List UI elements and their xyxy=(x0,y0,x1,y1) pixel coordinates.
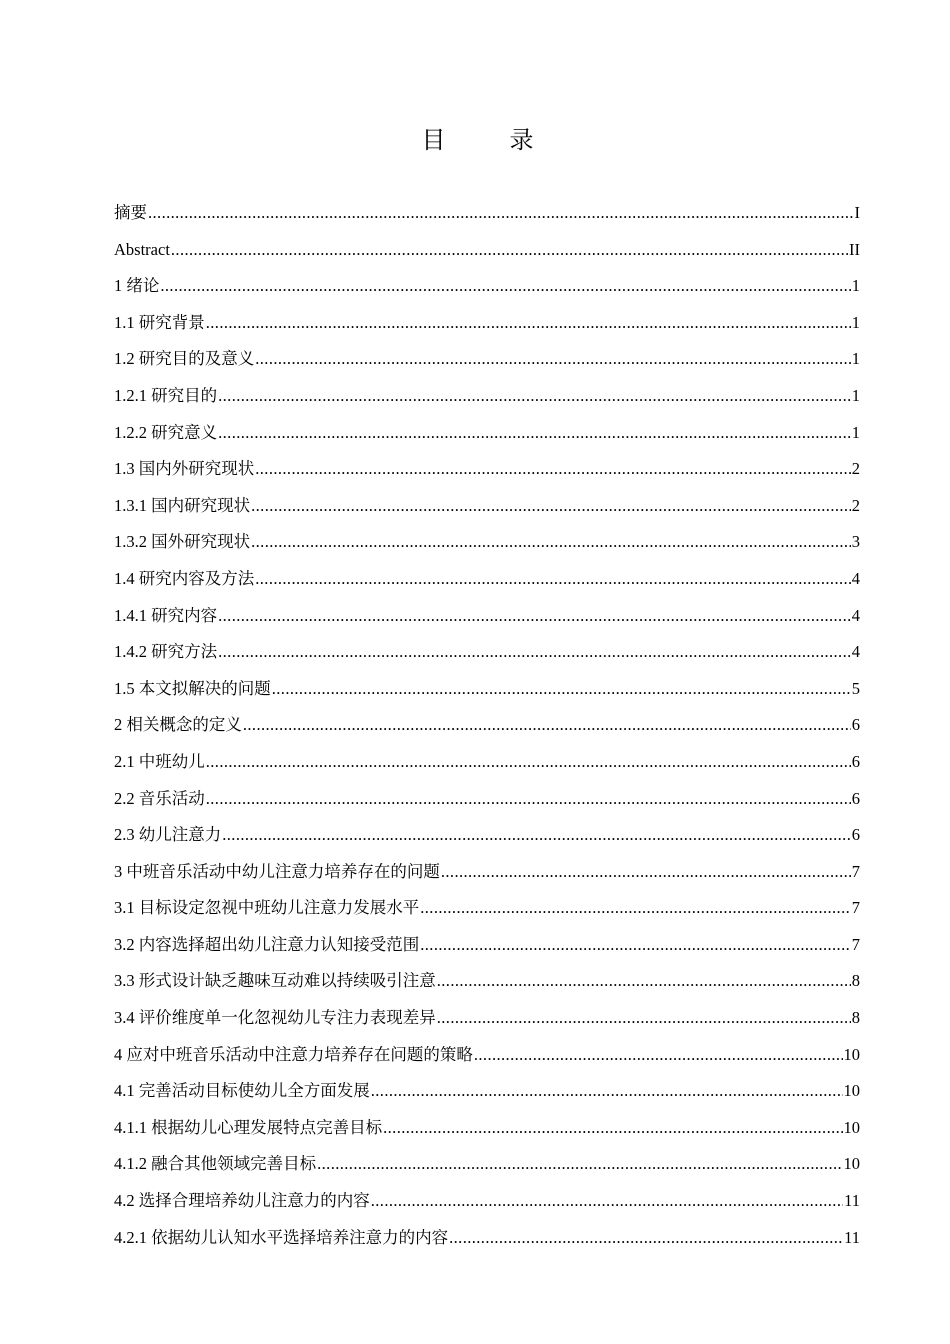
toc-entry-label: 1.4.1 研究内容 xyxy=(114,605,218,625)
toc-entry[interactable] xyxy=(114,524,860,561)
toc-entry[interactable] xyxy=(114,268,860,305)
dot-leader xyxy=(255,451,851,488)
toc-entry[interactable] xyxy=(114,927,860,964)
toc-entry-label: 4.1.1 根据幼儿心理发展特点完善目标 xyxy=(114,1117,383,1137)
dot-leader xyxy=(437,1000,851,1037)
toc-entry-label: Abstract xyxy=(114,239,170,259)
dot-leader xyxy=(255,341,851,378)
toc-entry-page-number: 4 xyxy=(851,568,860,588)
toc-entry-page-number: II xyxy=(849,239,860,259)
page-title: 目 录 xyxy=(421,126,554,154)
toc-entry-page-number: 7 xyxy=(851,898,860,918)
toc-entry-page-number: 10 xyxy=(843,1044,860,1064)
toc-entry-page-number: 1 xyxy=(851,349,860,369)
dot-leader xyxy=(437,963,851,1000)
toc-entry[interactable] xyxy=(114,1146,860,1183)
toc-entry[interactable] xyxy=(114,378,860,415)
toc-entry[interactable] xyxy=(114,1073,860,1110)
toc-entry[interactable] xyxy=(114,195,860,232)
toc-entry-page-number: 2 xyxy=(851,459,860,479)
dot-leader xyxy=(441,854,851,891)
toc-entry[interactable] xyxy=(114,1183,860,1220)
toc-entry[interactable] xyxy=(114,598,860,635)
toc-entry-page-number: 10 xyxy=(843,1154,860,1174)
dot-leader xyxy=(251,488,851,525)
dot-leader xyxy=(206,744,851,781)
dot-leader xyxy=(317,1146,842,1183)
toc-entry-page-number: 3 xyxy=(851,532,860,552)
toc-entry-label: 4 应对中班音乐活动中注意力培养存在问题的策略 xyxy=(114,1044,473,1064)
dot-leader xyxy=(206,781,851,818)
toc-entry-label: 4.2 选择合理培养幼儿注意力的内容 xyxy=(114,1191,370,1211)
toc-entry-label: 1.1 研究背景 xyxy=(114,312,205,332)
toc-entry-label: 3.2 内容选择超出幼儿注意力认知接受范围 xyxy=(114,934,420,954)
toc-entry-page-number: 7 xyxy=(851,934,860,954)
toc-entry-page-number: 11 xyxy=(844,1191,860,1211)
dot-leader xyxy=(218,415,851,452)
toc-entry[interactable] xyxy=(114,1220,860,1257)
dot-leader xyxy=(171,232,848,269)
toc-entry-page-number: 1 xyxy=(851,385,860,405)
toc-entry[interactable] xyxy=(114,1110,860,1147)
toc-entry[interactable] xyxy=(114,341,860,378)
toc-entry-page-number: 6 xyxy=(851,715,860,735)
dot-leader xyxy=(148,195,854,232)
toc-entry-label: 1.4.2 研究方法 xyxy=(114,642,218,662)
toc-entry[interactable] xyxy=(114,415,860,452)
dot-leader xyxy=(243,707,851,744)
dot-leader xyxy=(383,1110,842,1147)
toc-entry[interactable] xyxy=(114,707,860,744)
toc-entry-label: 1.3.1 国内研究现状 xyxy=(114,495,251,515)
toc-entry-page-number: 6 xyxy=(851,751,860,771)
toc-entry-label: 1.3.2 国外研究现状 xyxy=(114,532,251,552)
toc-entry-label: 4.1 完善活动目标使幼儿全方面发展 xyxy=(114,1081,370,1101)
dot-leader xyxy=(371,1183,843,1220)
toc-entry-label: 3 中班音乐活动中幼儿注意力培养存在的问题 xyxy=(114,861,440,881)
toc-entry-label: 3.4 评价维度单一化忽视幼儿专注力表现差异 xyxy=(114,1008,436,1028)
dot-leader xyxy=(255,561,851,598)
toc-entry-page-number: 4 xyxy=(851,605,860,625)
toc-entry-label: 2.2 音乐活动 xyxy=(114,788,205,808)
dot-leader xyxy=(218,598,851,635)
toc-entry-page-number: 6 xyxy=(851,825,860,845)
toc-entry-label: 4.2.1 依据幼儿认知水平选择培养注意力的内容 xyxy=(114,1227,449,1247)
toc-entry[interactable] xyxy=(114,634,860,671)
toc-entry[interactable] xyxy=(114,890,860,927)
toc-entry-page-number: 8 xyxy=(851,971,860,991)
toc-entry-page-number: 7 xyxy=(851,861,860,881)
dot-leader xyxy=(218,634,851,671)
toc-entry-label: 1.4 研究内容及方法 xyxy=(114,568,255,588)
toc-entry[interactable] xyxy=(114,744,860,781)
dot-leader xyxy=(160,268,850,305)
toc-entry-page-number: 1 xyxy=(851,276,860,296)
dot-leader xyxy=(371,1073,843,1110)
toc-entry-label: 1.2.2 研究意义 xyxy=(114,422,218,442)
dot-leader xyxy=(251,524,851,561)
toc-entry-page-number: 10 xyxy=(843,1081,860,1101)
toc-entry-label: 1 绪论 xyxy=(114,276,160,296)
toc-entry[interactable] xyxy=(114,963,860,1000)
toc-entry-page-number: 10 xyxy=(843,1117,860,1137)
dot-leader xyxy=(222,817,851,854)
dot-leader xyxy=(449,1220,843,1257)
toc-entry-page-number: 2 xyxy=(851,495,860,515)
dot-leader xyxy=(420,927,851,964)
toc-entry-label: 1.3 国内外研究现状 xyxy=(114,459,255,479)
toc-entry[interactable] xyxy=(114,781,860,818)
toc-entry-label: 摘要 xyxy=(114,203,147,222)
toc-entry-label: 2 相关概念的定义 xyxy=(114,715,242,735)
toc-entry-label: 3.3 形式设计缺乏趣味互动难以持续吸引注意 xyxy=(114,971,436,991)
toc-entry[interactable] xyxy=(114,451,860,488)
toc-entry-page-number: I xyxy=(854,203,860,222)
toc-entry-page-number: 11 xyxy=(844,1227,860,1247)
toc-entry-page-number: 6 xyxy=(851,788,860,808)
toc-entry[interactable] xyxy=(114,305,860,342)
toc-entry[interactable] xyxy=(114,232,860,269)
toc-entry[interactable] xyxy=(114,854,860,891)
toc-entry-page-number: 8 xyxy=(851,1008,860,1028)
toc-entry-page-number: 1 xyxy=(851,312,860,332)
toc-entry[interactable] xyxy=(114,1000,860,1037)
toc-entry-label: 2.3 幼儿注意力 xyxy=(114,825,222,845)
dot-leader xyxy=(420,890,851,927)
toc-entry[interactable] xyxy=(114,488,860,525)
dot-leader xyxy=(272,671,851,708)
toc-entry-label: 2.1 中班幼儿 xyxy=(114,751,205,771)
table-of-contents xyxy=(114,195,860,1256)
toc-entry-page-number: 4 xyxy=(851,642,860,662)
toc-entry[interactable] xyxy=(114,817,860,854)
toc-entry[interactable] xyxy=(114,561,860,598)
toc-entry-label: 3.1 目标设定忽视中班幼儿注意力发展水平 xyxy=(114,898,420,918)
dot-leader xyxy=(206,305,851,342)
toc-entry-label: 1.2.1 研究目的 xyxy=(114,385,218,405)
toc-entry-label: 1.2 研究目的及意义 xyxy=(114,349,255,369)
dot-leader xyxy=(218,378,851,415)
toc-entry[interactable] xyxy=(114,671,860,708)
toc-entry-page-number: 1 xyxy=(851,422,860,442)
toc-entry[interactable] xyxy=(114,1037,860,1074)
toc-entry-label: 1.5 本文拟解决的问题 xyxy=(114,678,271,698)
dot-leader xyxy=(474,1037,843,1074)
toc-entry-label: 4.1.2 融合其他领域完善目标 xyxy=(114,1154,317,1174)
toc-entry-page-number: 5 xyxy=(851,678,860,698)
